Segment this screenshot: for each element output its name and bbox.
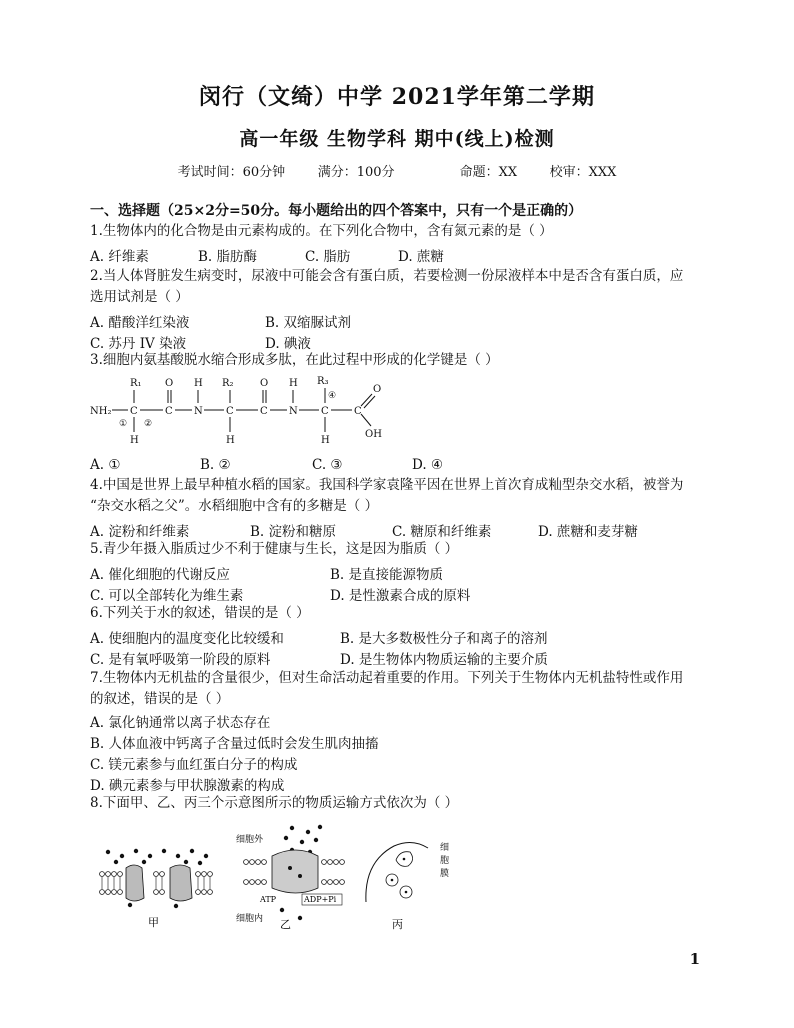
q5-option-c: C. 可以全部转化为维生素 bbox=[90, 588, 244, 604]
exam-subtitle: 高一年级 生物学科 期中(线上)检测 bbox=[239, 128, 555, 150]
q1-option-a: A. 纤维素 bbox=[90, 249, 149, 265]
diagram-bing bbox=[366, 842, 449, 931]
q4-option-c: C. 糖原和纤维素 bbox=[392, 524, 492, 540]
h-3: H bbox=[226, 435, 235, 446]
q1-option-d: D. 蔗糖 bbox=[398, 249, 444, 265]
r2-label: R₂ bbox=[222, 378, 234, 389]
membrane-char-3: 膜 bbox=[440, 869, 450, 879]
q6-option-b: B. 是大多数极性分子和离子的溶剂 bbox=[340, 631, 548, 647]
bond-mark-4: ④ bbox=[328, 391, 337, 401]
q2-option-a: A. 醋酸洋红染液 bbox=[90, 315, 190, 331]
diagram-yi bbox=[236, 825, 344, 931]
q6-option-c: C. 是有氧呼吸第一阶段的原料 bbox=[90, 652, 271, 668]
oxygen-3: O bbox=[373, 384, 382, 395]
q3-option-c: C. ③ bbox=[312, 457, 343, 473]
h-4: H bbox=[289, 378, 298, 389]
q7-option-c: C. 镁元素参与血红蛋白分子的构成 bbox=[90, 757, 298, 773]
q4-option-b: B. 淀粉和糖原 bbox=[250, 524, 337, 540]
q6-option-a: A. 使细胞内的温度变化比较缓和 bbox=[90, 631, 284, 647]
question-7-stem-line2: 的叙述，错误的是（ ） bbox=[90, 691, 230, 707]
q2-option-c: C. 苏丹 IV 染液 bbox=[90, 336, 187, 352]
question-5-stem: 5.青少年摄入脂质过少不利于健康与生长，这是因为脂质（ ） bbox=[90, 541, 459, 557]
transport-diagrams bbox=[96, 822, 476, 934]
carbon-3: C bbox=[226, 406, 234, 417]
membrane-char-2: 胞 bbox=[440, 856, 450, 866]
label-inside: 细胞内 bbox=[236, 914, 264, 924]
q3-option-a: A. ① bbox=[90, 457, 121, 473]
h-2: H bbox=[194, 378, 203, 389]
q1-option-c: C. 脂肪 bbox=[305, 249, 351, 265]
question-1-stem: 1.生物体内的化合物是由元素构成的。在下列化合物中，含有氮元素的是（ ） bbox=[90, 223, 553, 239]
q5-option-d: D. 是性激素合成的原料 bbox=[330, 588, 471, 604]
h-1: H bbox=[130, 435, 139, 446]
q3-option-b: B. ② bbox=[200, 457, 231, 473]
r3-label: R₃ bbox=[317, 376, 329, 387]
q1-option-b: B. 脂肪酶 bbox=[198, 249, 258, 265]
carbon-6: C bbox=[354, 406, 362, 417]
label-yi: 乙 bbox=[280, 918, 291, 931]
q7-option-d: D. 碘元素参与甲状腺激素的构成 bbox=[90, 778, 285, 794]
question-2-stem-line2: 选用试剂是（ ） bbox=[90, 289, 189, 305]
nh2-label: NH₂ bbox=[90, 406, 112, 417]
nitrogen-1: N bbox=[194, 406, 203, 417]
nitrogen-2: N bbox=[289, 406, 298, 417]
carbon-4: C bbox=[260, 406, 268, 417]
exam-meta: 考试时间：60分钟 满分：100分 命题：XX 校审：XXX bbox=[177, 165, 617, 180]
label-adp: ADP+Pi bbox=[304, 895, 337, 904]
label-atp: ATP bbox=[260, 895, 277, 904]
hydroxyl-label: OH bbox=[365, 429, 382, 440]
bond-mark-1: ① bbox=[119, 419, 128, 429]
q7-option-b: B. 人体血液中钙离子含量过低时会发生肌肉抽搐 bbox=[90, 736, 379, 752]
label-jia: 甲 bbox=[148, 916, 159, 929]
carbon-2: C bbox=[165, 406, 173, 417]
q3-option-d: D. ④ bbox=[412, 457, 444, 473]
page-number: 1 bbox=[689, 950, 700, 968]
carbon-5: C bbox=[321, 406, 329, 417]
q6-option-d: D. 是生物体内物质运输的主要介质 bbox=[340, 652, 548, 668]
q5-option-b: B. 是直接能源物质 bbox=[330, 567, 444, 583]
question-2-stem-line1: 2.当人体肾脏发生病变时，尿液中可能会含有蛋白质，若要检测一份尿液样本中是否含有蛋白质，应 bbox=[90, 268, 684, 284]
question-4-stem-line1: 4.中国是世界上最早种植水稻的国家。我国科学家袁隆平因在世界上首次育成籼型杂交水稻，被誉为 bbox=[90, 477, 684, 493]
question-7-stem-line1: 7.生物体内无机盐的含量很少，但对生命活动起着重要的作用。下列关于生物体内无机盐特性或作用 bbox=[90, 670, 684, 686]
q2-option-d: D. 碘液 bbox=[265, 336, 311, 352]
carbon-1: C bbox=[130, 406, 138, 417]
section-heading: 一、选择题（25×2分=50分。每小题给出的四个答案中，只有一个是正确的） bbox=[90, 203, 583, 219]
q7-option-a: A. 氯化钠通常以离子状态存在 bbox=[90, 715, 271, 731]
label-bing: 丙 bbox=[392, 918, 403, 931]
membrane-char-1: 细 bbox=[440, 843, 450, 853]
q4-option-d: D. 蔗糖和麦芽糖 bbox=[538, 524, 638, 540]
r1-label: R₁ bbox=[130, 378, 142, 389]
q5-option-a: A. 催化细胞的代谢反应 bbox=[90, 567, 230, 583]
exam-title: 闵行（文绮）中学 2021学年第二学期 bbox=[199, 84, 595, 110]
peptide-structure-diagram bbox=[88, 374, 398, 450]
q2-option-b: B. 双缩脲试剂 bbox=[265, 315, 352, 331]
oxygen-1: O bbox=[165, 378, 174, 389]
label-outside: 细胞外 bbox=[236, 835, 264, 845]
question-3-stem: 3.细胞内氨基酸脱水缩合形成多肽，在此过程中形成的化学键是（ ） bbox=[90, 352, 499, 368]
h-5: H bbox=[321, 435, 330, 446]
q4-option-a: A. 淀粉和纤维素 bbox=[90, 524, 190, 540]
question-4-stem-line2: “杂交水稻之父”。水稻细胞中含有的多糖是（ ） bbox=[90, 498, 379, 514]
question-6-stem: 6.下列关于水的叙述，错误的是（ ） bbox=[90, 605, 310, 621]
bond-mark-2: ② bbox=[144, 419, 153, 429]
oxygen-2: O bbox=[260, 378, 269, 389]
question-8-stem: 8.下面甲、乙、丙三个示意图所示的物质运输方式依次为（ ） bbox=[90, 795, 459, 811]
diagram-jia bbox=[100, 849, 213, 929]
